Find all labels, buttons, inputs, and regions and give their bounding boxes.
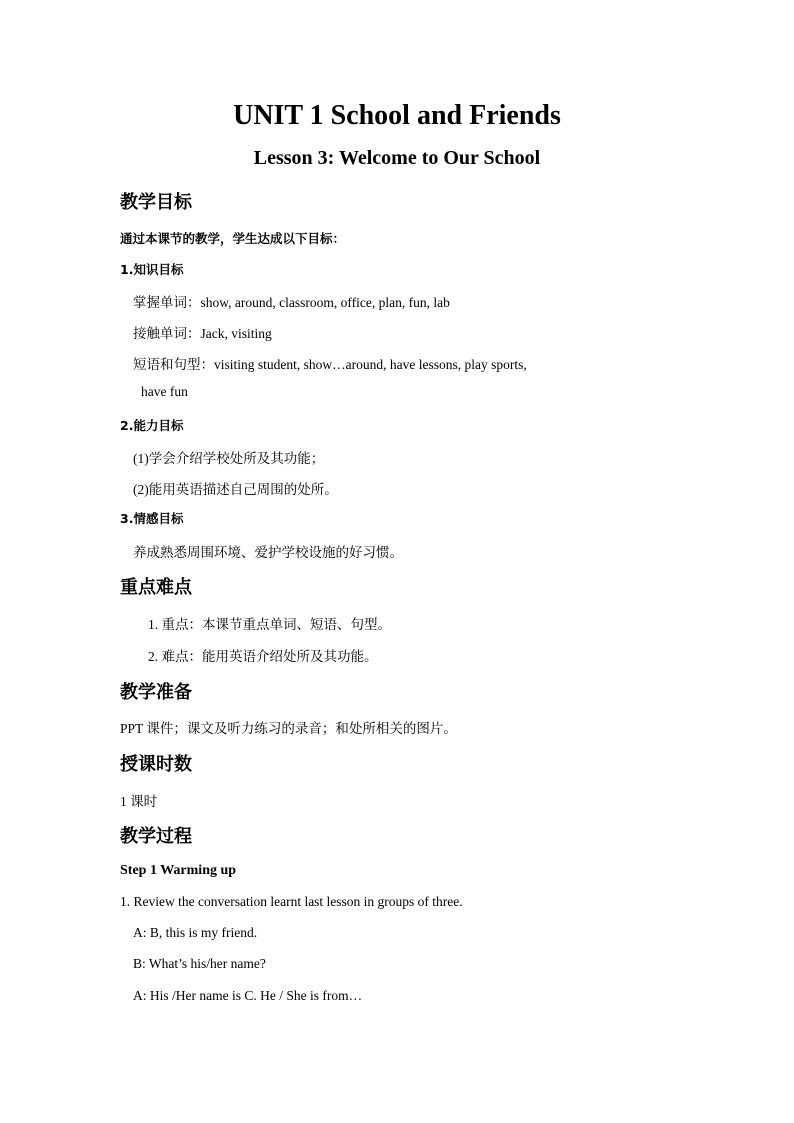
step-1-heading: Step 1 Warming up (120, 863, 237, 878)
heading-objectives: 教学目标 (120, 192, 192, 213)
heading-hours: 授课时数 (120, 754, 192, 775)
emotion-heading: 3.情感目标 (120, 511, 184, 526)
hours-text: 1 课时 (120, 794, 158, 809)
dialogue-line-1: A: B, this is my friend. (133, 925, 258, 940)
objectives-intro: 通过本课节的教学，学生达成以下目标： (120, 231, 346, 246)
ability-line-2: (2)能用英语描述自己周围的处所。 (133, 482, 338, 497)
knowledge-heading: 1.知识目标 (120, 262, 184, 277)
emotion-line-1: 养成熟悉周围环境、爱护学校设施的好习惯。 (133, 545, 403, 560)
lesson-subtitle: Lesson 3: Welcome to Our School (253, 147, 541, 169)
heading-preparation: 教学准备 (120, 682, 192, 703)
ability-heading: 2.能力目标 (120, 418, 184, 433)
heading-process: 教学过程 (120, 826, 192, 847)
process-line-1: 1. Review the conversation learnt last lesson in groups of three. (120, 894, 463, 909)
dialogue-line-2: B: What’s his/her name? (133, 956, 266, 971)
knowledge-line-1: 掌握单词：show, around, classroom, office, plan, fun, lab (133, 295, 450, 310)
ability-line-1: (1)学会介绍学校处所及其功能； (133, 451, 325, 466)
knowledge-line-2: 接触单词：Jack, visiting (133, 326, 272, 341)
key-point-1: 1. 重点：本课节重点单词、短语、句型。 (148, 617, 391, 632)
dialogue-line-3: A: His /Her name is C. He / She is from… (133, 988, 363, 1003)
knowledge-line-4: have fun (141, 384, 188, 399)
preparation-text: PPT 课件；课文及听力练习的录音；和处所相关的图片。 (120, 721, 457, 736)
knowledge-line-3: 短语和句型：visiting student, show…around, have lessons, play sports, (133, 357, 527, 372)
key-point-2: 2. 难点：能用英语介绍处所及其功能。 (148, 649, 378, 664)
unit-title: UNIT 1 School and Friends (233, 100, 561, 131)
heading-key-points: 重点难点 (120, 577, 192, 598)
